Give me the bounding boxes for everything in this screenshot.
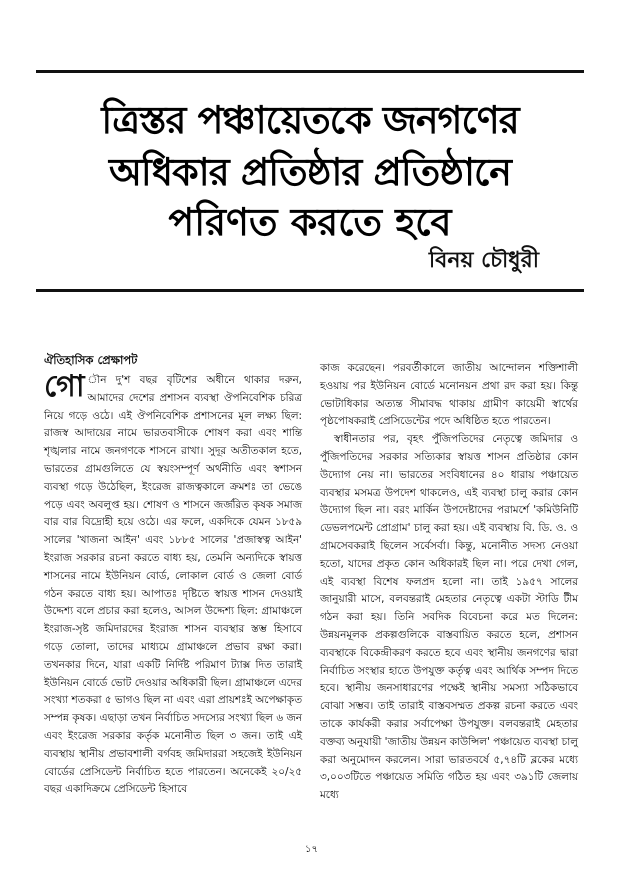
- title-box: [36, 70, 584, 292]
- article-column-right: [320, 360, 578, 805]
- article-column-left: [44, 369, 302, 799]
- title-line-1: ত্রিস্তর পঞ্চায়েতকে জনগণের: [101, 98, 519, 142]
- title-line-2: অধিকার প্রতিষ্ঠার প্রতিষ্ঠানে: [109, 150, 511, 194]
- paragraph-text: ৗন দু'শ বছর বৃটিশের অধীনে থাকার দরুন, আমাদের দেশের প্রশাসন ব্যবস্থা ঔপনিবেশিক চরিত্র নিয়ে গড়ে ওঠে। এই ঔপনিবেশিক প্রশাসনের মূল লক্ষ্য ছিল: রাজস্ব আদায়ের নামে ভারতবাসীকে শোষণ করা এবং শান্তি শৃঙ্খলার নামে জনগণকে শাসনে রাখা। সুদূর অতীতকাল হতে, ভারতের গ্রামগুলিতে যে স্বয়ংসম্পূর্ণ অর্থনীতি এবং স্বশাসন ব্যবস্থা গড়ে উঠেছিল, ইংরেজ রাজত্বকালে ক্রমশঃ তা ভেঙে পড়ে এবং অবলুপ্ত হয়। শোষণ ও শাসনে জর্জরিত কৃষক সমাজ বার বার বিদ্রোহী হয়ে ওঠে। এর ফলে, একদিকে যেমন ১৮৫৯ সালের 'খাজনা আইন' এবং ১৮৮৫ সালের 'প্রজাস্বত্ব আইন' ইংরাজ সরকার রচনা করতে বাধ্য হয়, তেমনি অন্যদিকে স্বায়ত্ত শাসনের নামে ইউনিয়ন বোর্ড, লোকাল বোর্ড ও জেলা বোর্ড গঠন করতে বাধ্য হয়। আপাতঃ দৃষ্টিতে স্বায়ত্ত শাসন দেওয়াই উদ্দেশ্য বলে প্রচার করা হলেও, আসল উদ্দেশ্য ছিল: গ্রামাঞ্চলে ইংরাজ-সৃষ্ট জমিদারদের ইংরাজ শাসন ব্যবস্থার স্তম্ভ হিসাবে গড়ে তোলা, তাদের মাধ্যমে গ্রামাঞ্চলে প্রভাব রক্ষা করা। তখনকার দিনে, যারা একটি নির্দিষ্ট পরিমাণ ট্যাক্স দিত তারাই ইউনিয়ন বোর্ডে ভোট দেওয়ার অধিকারী ছিল। গ্রামাঞ্চলে এদের সংখ্যা শতকরা ৫ ভাগও ছিল না এবং এরা প্রায়শঃই অপেক্ষাকৃত সম্পন্ন কৃষক। এছাড়া তখন নির্বাচিত সদস্যের সংখ্যা ছিল ৬ জন এবং ইংরেজ সরকার কর্তৃক মনোনীত ছিল ৩ জন। তাই এই ব্যবস্থায় স্থানীয় প্রভাবশালী বর্গবহ জমিদাররা সহজেই ইউনিয়ন বোর্ডের প্রেসিডেন্ট নির্বাচিত হতে পারতেন। অনেকেই ২০/২৫ বছর একাদিক্রমে প্রেসিডেন্ট হিসাবে: [44, 374, 302, 796]
- paragraph: [44, 369, 302, 799]
- title-line-3: পরিণত করতে হবে: [168, 200, 452, 244]
- page-number: ১৭: [305, 844, 318, 855]
- section-heading: ঐতিহাসিক প্রেক্ষাপট: [44, 353, 138, 367]
- paragraph: কাজ করেছেন। পরবর্তীকালে জাতীয় আন্দোলন শক্তিশালী হওয়ায় পর ইউনিয়ন বোর্ডে মনোনয়ন প্রথা রদ করা হয়। কিন্তু ভোটাধিকার অত্যন্ত সীমাবদ্ধ থাকায় গ্রামীণ কায়েমী স্বার্থের পৃষ্ঠপোষকরাই প্রেসিডেন্টের পদে অধিষ্ঠিত হতে পারতেন।: [320, 362, 578, 428]
- drop-cap: গো: [44, 369, 85, 404]
- paragraph: স্বাধীনতার পর, বৃহৎ পুঁজিপতিদের নেতৃত্বে জমিদার ও পুঁজিপতিদের সরকার সত্যিকার স্বায়ত্ত শাসন প্রতিষ্ঠার কোন উদ্যোগ নেয় না। ভারতের সংবিধানের ৪০ ধারায় পঞ্চায়েত ব্যবস্থার মসমত্র উপদেশ থাকলেও, এই ব্যবস্থা চালু করার কোন উদ্যোগ ছিল না। বরং মার্কিন উপদেষ্টাদের পরামর্শে 'কমিউনিটি ডেভলপমেন্ট প্রোগ্রাম' চালু করা হয়। এই ব্যবস্থায় বি. ডি. ও. ও গ্রামসেবকরাই ছিলেন সর্বেসর্বা। কিন্তু, মনোনীত সদস্য নেওয়া হতো, যাদের প্রকৃত কোন অধিকারই ছিল না। পরে দেখা গেল, এই ব্যবস্থা বিশেষ ফলপ্রদ হলো না। তাই ১৯৫৭ সালের জানুয়ারী মাসে, বলবন্তরাই মেহতার নেতৃত্বে একটা স্টাডি টীম গঠন করা হয়। তিনি সবদিক বিবেচনা করে মত দিলেন: উন্নয়নমূলক প্রকল্পগুলিকে বাস্তবায়িত করতে হলে, প্রশাসন ব্যবস্থাকে বিকেন্দ্রীকরণ করতে হবে এবং স্থানীয় জনগণের দ্বারা নির্বাচিত সংস্থার হাতে উপযুক্ত কর্তৃত্ব এবং আর্থিক সম্পদ দিতে হবে। স্থানীয় জনসাধারণের পক্ষেই স্থানীয় সমস্যা সঠিকভাবে বোঝা সম্ভব। তাই তারাই বাস্তবসম্মত প্রকল্প রচনা করতে এবং তাকে কার্যকরী করার সর্বাপেক্ষা উপযুক্ত। বলবন্তরাই মেহতার বক্তব্য অনুযায়ী 'জাতীয় উন্নয়ন কাউন্সিল' পঞ্চায়েত ব্যবস্থা চালু করা অনুমোদন করলেন। সারা ভারতবর্ষে ৫,৭৪টি ব্লকের মধ্যে ৩,০০৩টিতে পঞ্চায়েত সমিতি গঠিত হয় এবং ৩৯১টি জেলায় মধ্যে: [320, 433, 578, 802]
- author: বিনয় চৌধুরী: [428, 248, 539, 273]
